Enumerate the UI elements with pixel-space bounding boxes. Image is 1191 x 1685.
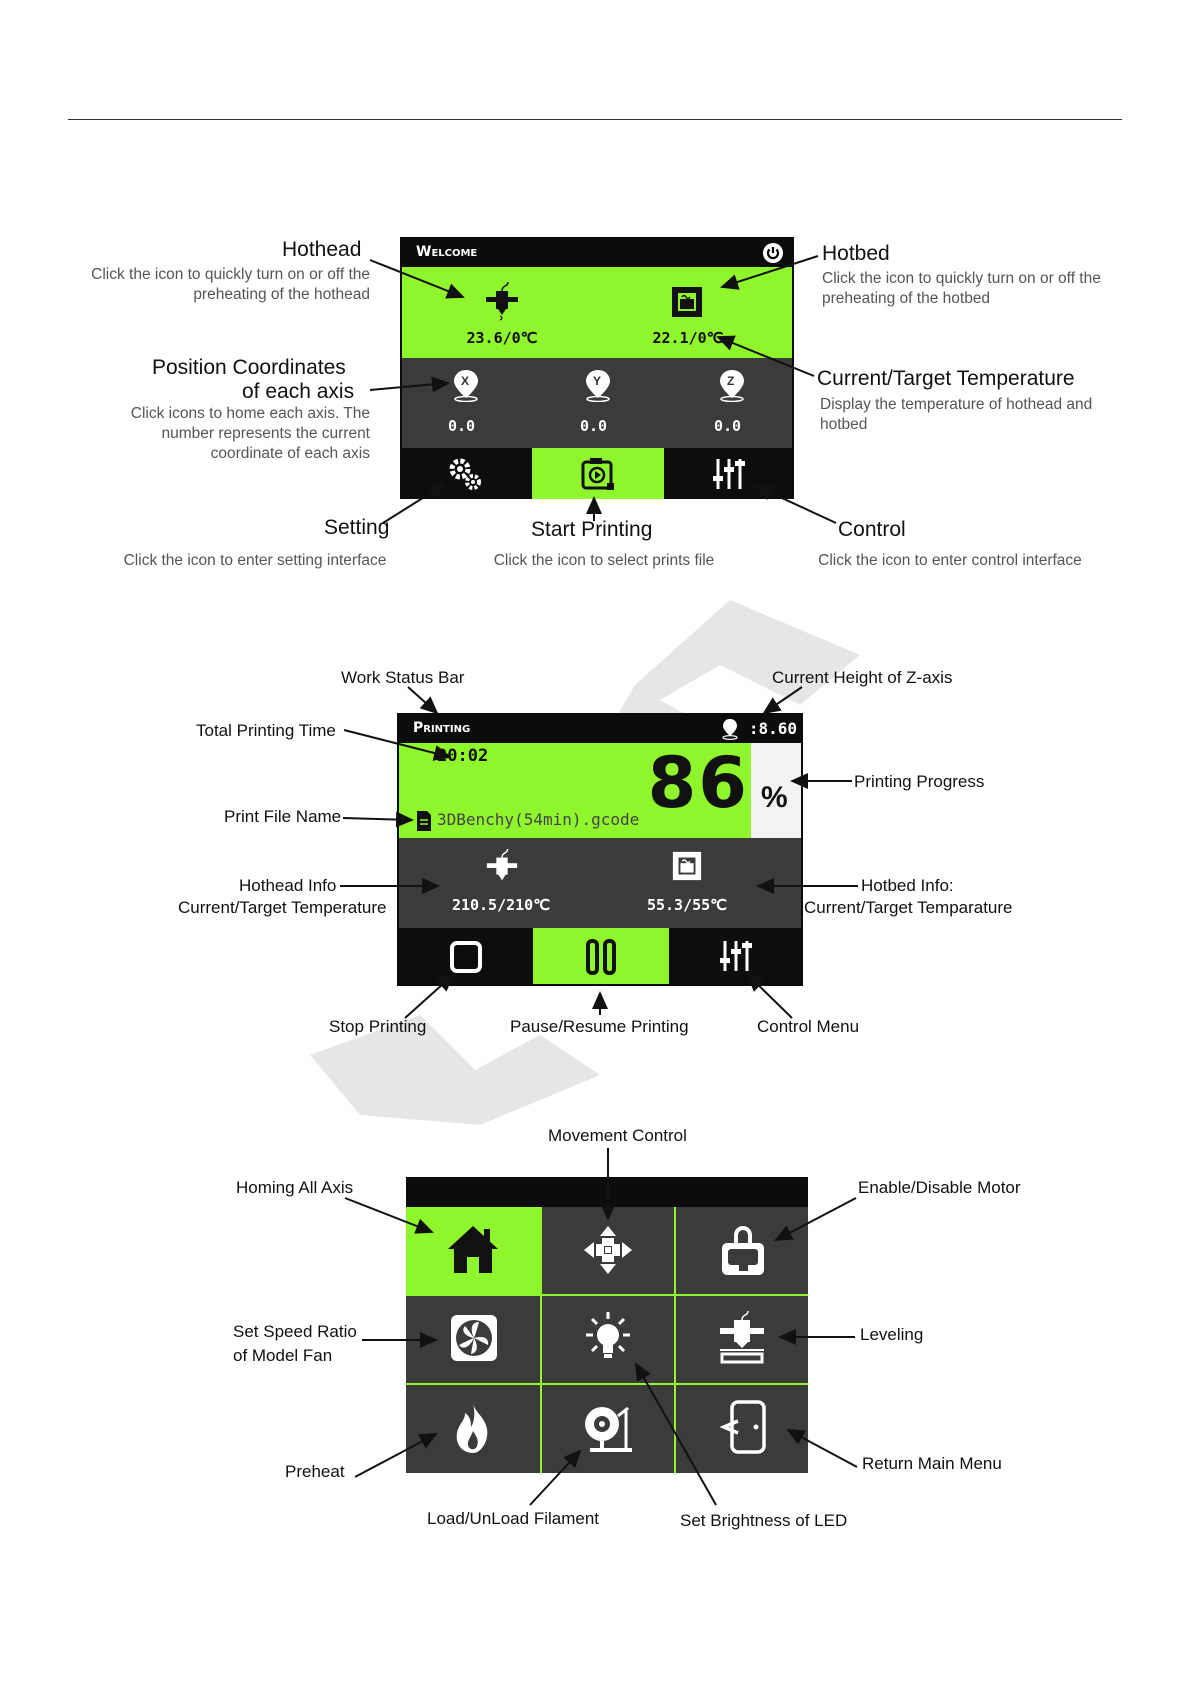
hothead-icon[interactable] [484, 281, 520, 321]
hothead-description: Click the icon to quickly turn on or off the preheating of the hothead [91, 266, 370, 303]
print-temperature-panel [399, 838, 801, 928]
control-menu-button[interactable] [669, 928, 801, 984]
hotbed-info-temperature: 55.3/55℃ [646, 896, 728, 914]
temperature-description: Display the temperature of hothead and hotbed [820, 396, 1093, 433]
progress-value: 86 [647, 742, 749, 824]
control-menu-label: Control Menu [757, 1017, 860, 1036]
hotbed-info-label-line1: Hotbed Info: [861, 876, 954, 895]
hothead-label: Hothead [282, 238, 362, 261]
hotbed-icon[interactable] [670, 285, 704, 319]
position-label-line2: of each axis [242, 380, 355, 403]
enable-disable-motor-label: Enable/Disable Motor [858, 1178, 1021, 1197]
movement-control-label: Movement Control [548, 1126, 687, 1145]
print-time: 20:02 [437, 746, 489, 766]
x-axis-home-button[interactable] [446, 368, 486, 438]
temperature-label: Current/Target Temperature [817, 367, 1075, 390]
z-axis-home-button[interactable] [712, 368, 752, 438]
printing-progress-label: Printing Progress [854, 772, 985, 791]
progress-unit-box [751, 743, 801, 838]
total-time-label: Total Printing Time [196, 721, 336, 740]
status-bar [402, 239, 792, 267]
progress-panel [399, 743, 751, 838]
stop-printing-button[interactable] [399, 928, 533, 984]
control-status-bar [406, 1177, 808, 1207]
leveling-label: Leveling [860, 1325, 924, 1344]
filament-spool-icon [580, 1400, 636, 1456]
control-sliders-icon [719, 938, 753, 974]
model-fan-button[interactable] [406, 1296, 540, 1383]
position-description: Click icons to home each axis. The number represents the current coordinate of each axis [130, 405, 370, 462]
setting-description: Click the icon to enter setting interface [123, 552, 387, 569]
y-axis-home-button[interactable] [578, 368, 618, 438]
y-value: 0.0 [580, 417, 608, 435]
printing-title: Printing [413, 720, 471, 736]
x-label: X [461, 374, 470, 388]
progress-percent-sign: % [761, 781, 788, 814]
work-status-bar-label: Work Status Bar [341, 668, 465, 687]
control-label: Control [838, 518, 906, 541]
homing-all-axis-label: Homing All Axis [236, 1178, 354, 1197]
control-description: Click the icon to enter control interface [818, 552, 1082, 569]
print-file-name: 3DBenchy(54min).gcode [437, 810, 640, 829]
pause-resume-label: Pause/Resume Printing [510, 1017, 689, 1036]
setting-label: Setting [324, 516, 390, 539]
filament-label: Load/UnLoad Filament [427, 1509, 600, 1528]
x-value: 0.0 [448, 417, 476, 435]
axis-panel [402, 358, 792, 448]
temperature-panel [402, 267, 792, 358]
hothead-info-label-line1: Hothead Info [239, 876, 337, 895]
hotbed-description: Click the icon to quickly turn on or off the preheating of the hotbed [822, 270, 1101, 307]
preheat-button[interactable] [406, 1385, 540, 1473]
fan-icon [449, 1313, 499, 1363]
led-brightness-label: Set Brightness of LED [680, 1511, 848, 1530]
main-menu-screen [400, 237, 794, 499]
control-button[interactable] [664, 448, 792, 499]
hotbed-label: Hotbed [822, 242, 890, 265]
stop-icon [449, 940, 483, 974]
flame-icon [451, 1401, 495, 1455]
motor-toggle-button[interactable] [676, 1207, 808, 1294]
setting-button[interactable] [402, 448, 532, 499]
led-brightness-button[interactable] [542, 1296, 674, 1383]
z-height-label: Current Height of Z-axis [772, 668, 953, 687]
motor-lock-icon [720, 1221, 766, 1277]
hotbed-temperature: 22.1/0℃ [652, 329, 724, 347]
z-height-pin-icon [721, 718, 739, 740]
hotbed-info-icon [671, 850, 703, 882]
filament-button[interactable] [542, 1385, 674, 1473]
file-icon [415, 810, 433, 832]
file-name-label: Print File Name [224, 807, 342, 826]
screen-title: Welcome [416, 244, 478, 260]
control-screen [406, 1177, 808, 1473]
movement-control-button[interactable] [542, 1207, 674, 1294]
print-file-icon [580, 456, 616, 492]
hothead-info-icon [485, 848, 519, 886]
fan-speed-label-line2: of Model Fan [233, 1346, 333, 1365]
printing-screen [397, 713, 803, 986]
hotbed-info-label-line2: Current/Target Temparature [804, 898, 1013, 917]
hothead-temperature: 23.6/0℃ [466, 329, 538, 347]
position-label-line1: Position Coordinates [152, 356, 346, 379]
header-rule [68, 119, 1122, 120]
sliders-icon [712, 456, 746, 492]
work-status-bar [399, 715, 801, 743]
start-printing-button[interactable] [532, 448, 664, 499]
start-printing-description: Click the icon to select prints file [493, 552, 715, 569]
z-value: 0.0 [714, 417, 742, 435]
z-height-value: :8.60 [748, 719, 797, 738]
return-main-menu-button[interactable] [676, 1385, 808, 1473]
hothead-info-label-line2: Current/Target Temperature [178, 898, 387, 917]
hothead-info-temperature: 210.5/210℃ [451, 896, 551, 914]
preheat-label: Preheat [285, 1462, 345, 1481]
y-label: Y [593, 374, 602, 388]
fan-speed-label-line1: Set Speed Ratio [233, 1322, 357, 1341]
return-door-icon [720, 1399, 768, 1455]
pause-resume-button[interactable] [533, 928, 669, 984]
leveling-button[interactable] [676, 1296, 808, 1383]
homing-all-axis-button[interactable] [406, 1207, 540, 1294]
home-icon [446, 1223, 500, 1275]
power-icon[interactable] [762, 242, 784, 264]
pause-icon [585, 938, 617, 976]
gears-icon [448, 456, 484, 492]
z-label: Z [727, 374, 735, 388]
light-bulb-icon [582, 1309, 634, 1367]
stop-printing-label: Stop Printing [329, 1017, 427, 1036]
start-printing-label: Start Printing [531, 518, 653, 541]
leveling-icon [716, 1310, 768, 1366]
move-arrows-icon [582, 1224, 634, 1276]
return-main-menu-label: Return Main Menu [862, 1454, 1002, 1473]
